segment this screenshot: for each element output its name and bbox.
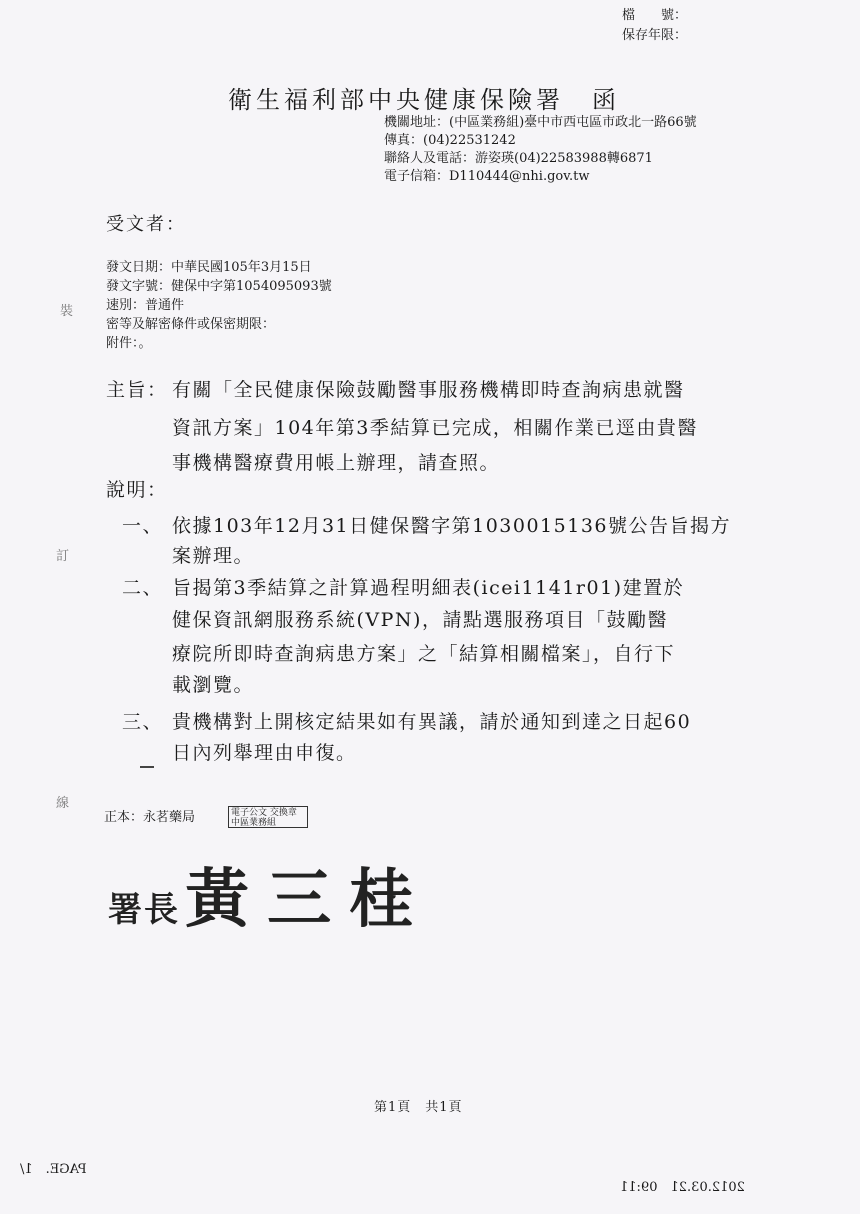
binding-mark: 裝 (60, 304, 74, 319)
fax-page-text: PAGE. 1/ (20, 1162, 87, 1177)
explanation-label: 說明： (106, 479, 168, 501)
item-number: 二、 (122, 577, 164, 599)
signature-title: 署長 (108, 890, 180, 930)
archive-number-label: 檔 號： (622, 8, 688, 23)
original-recipient: 正本：永茗藥局 (104, 810, 196, 825)
item-line: 載瀏覽。 (172, 674, 255, 696)
item-line: 案辦理。 (172, 545, 255, 567)
attachments: 附件：。 (106, 336, 152, 351)
secrecy-level: 密等及解密條件或保密期限： (106, 317, 276, 332)
agency-address: 機關地址：(中區業務組)臺中市西屯區市政北一路66號 (384, 115, 697, 130)
subject-line: 有關「全民健康保險鼓勵醫事服務機構即時查詢病患就醫 (172, 379, 685, 401)
retention-period-label: 保存年限： (622, 28, 688, 43)
subject-line: 資訊方案」104年第3季結算已完成，相關作業已逕由貴醫 (172, 417, 698, 439)
item-line: 健保資訊網服務系統(VPN)，請點選服務項目「鼓勵醫 (172, 609, 668, 631)
exchange-seal (228, 806, 308, 828)
agency-fax: 傳真：(04)22531242 (384, 133, 516, 148)
separator-mark (140, 766, 154, 768)
recipient-label: 受文者： (106, 214, 186, 235)
item-line: 日內列舉理由申復。 (172, 742, 357, 764)
page-number: 第1頁 共1頁 (374, 1100, 463, 1115)
item-number: 三、 (122, 711, 164, 733)
item-line: 依據103年12月31日健保醫字第1030015136號公告旨揭方 (172, 515, 732, 537)
document-number: 發文字號：健保中字第1054095093號 (106, 279, 332, 294)
item-line: 療院所即時查詢病患方案」之「結算相關檔案」，自行下 (172, 643, 676, 665)
fax-timestamp (620, 1176, 745, 1195)
item-number: 一、 (122, 515, 164, 537)
subject-label: 主旨： (106, 379, 168, 401)
director-signature (108, 848, 431, 940)
binding-mark: 線 (56, 796, 70, 811)
binding-mark: 訂 (56, 549, 70, 564)
seal-text: 電子公文 交換章 中區業務組 (231, 808, 297, 828)
issue-date: 發文日期：中華民國105年3月15日 (106, 260, 312, 275)
contact-phone: 聯絡人及電話：游姿瑛(04)22583988轉6871 (384, 151, 653, 166)
signature-name: 黃三桂 (185, 862, 432, 937)
fax-timestamp-text: 2012.03.21 09:11 (620, 1180, 745, 1195)
subject-line: 事機構醫療費用帳上辦理，請查照。 (172, 452, 501, 474)
document-title: 衛生福利部中央健康保險署 函 (228, 86, 620, 114)
delivery-speed: 速別：普通件 (106, 298, 185, 313)
fax-page-header (20, 1158, 87, 1177)
contact-email: 電子信箱：D110444@nhi.gov.tw (384, 169, 590, 184)
item-line: 旨揭第3季結算之計算過程明細表(icei1141r01)建置於 (172, 577, 685, 599)
item-line: 貴機構對上開核定結果如有異議，請於通知到達之日起60 (172, 711, 692, 733)
